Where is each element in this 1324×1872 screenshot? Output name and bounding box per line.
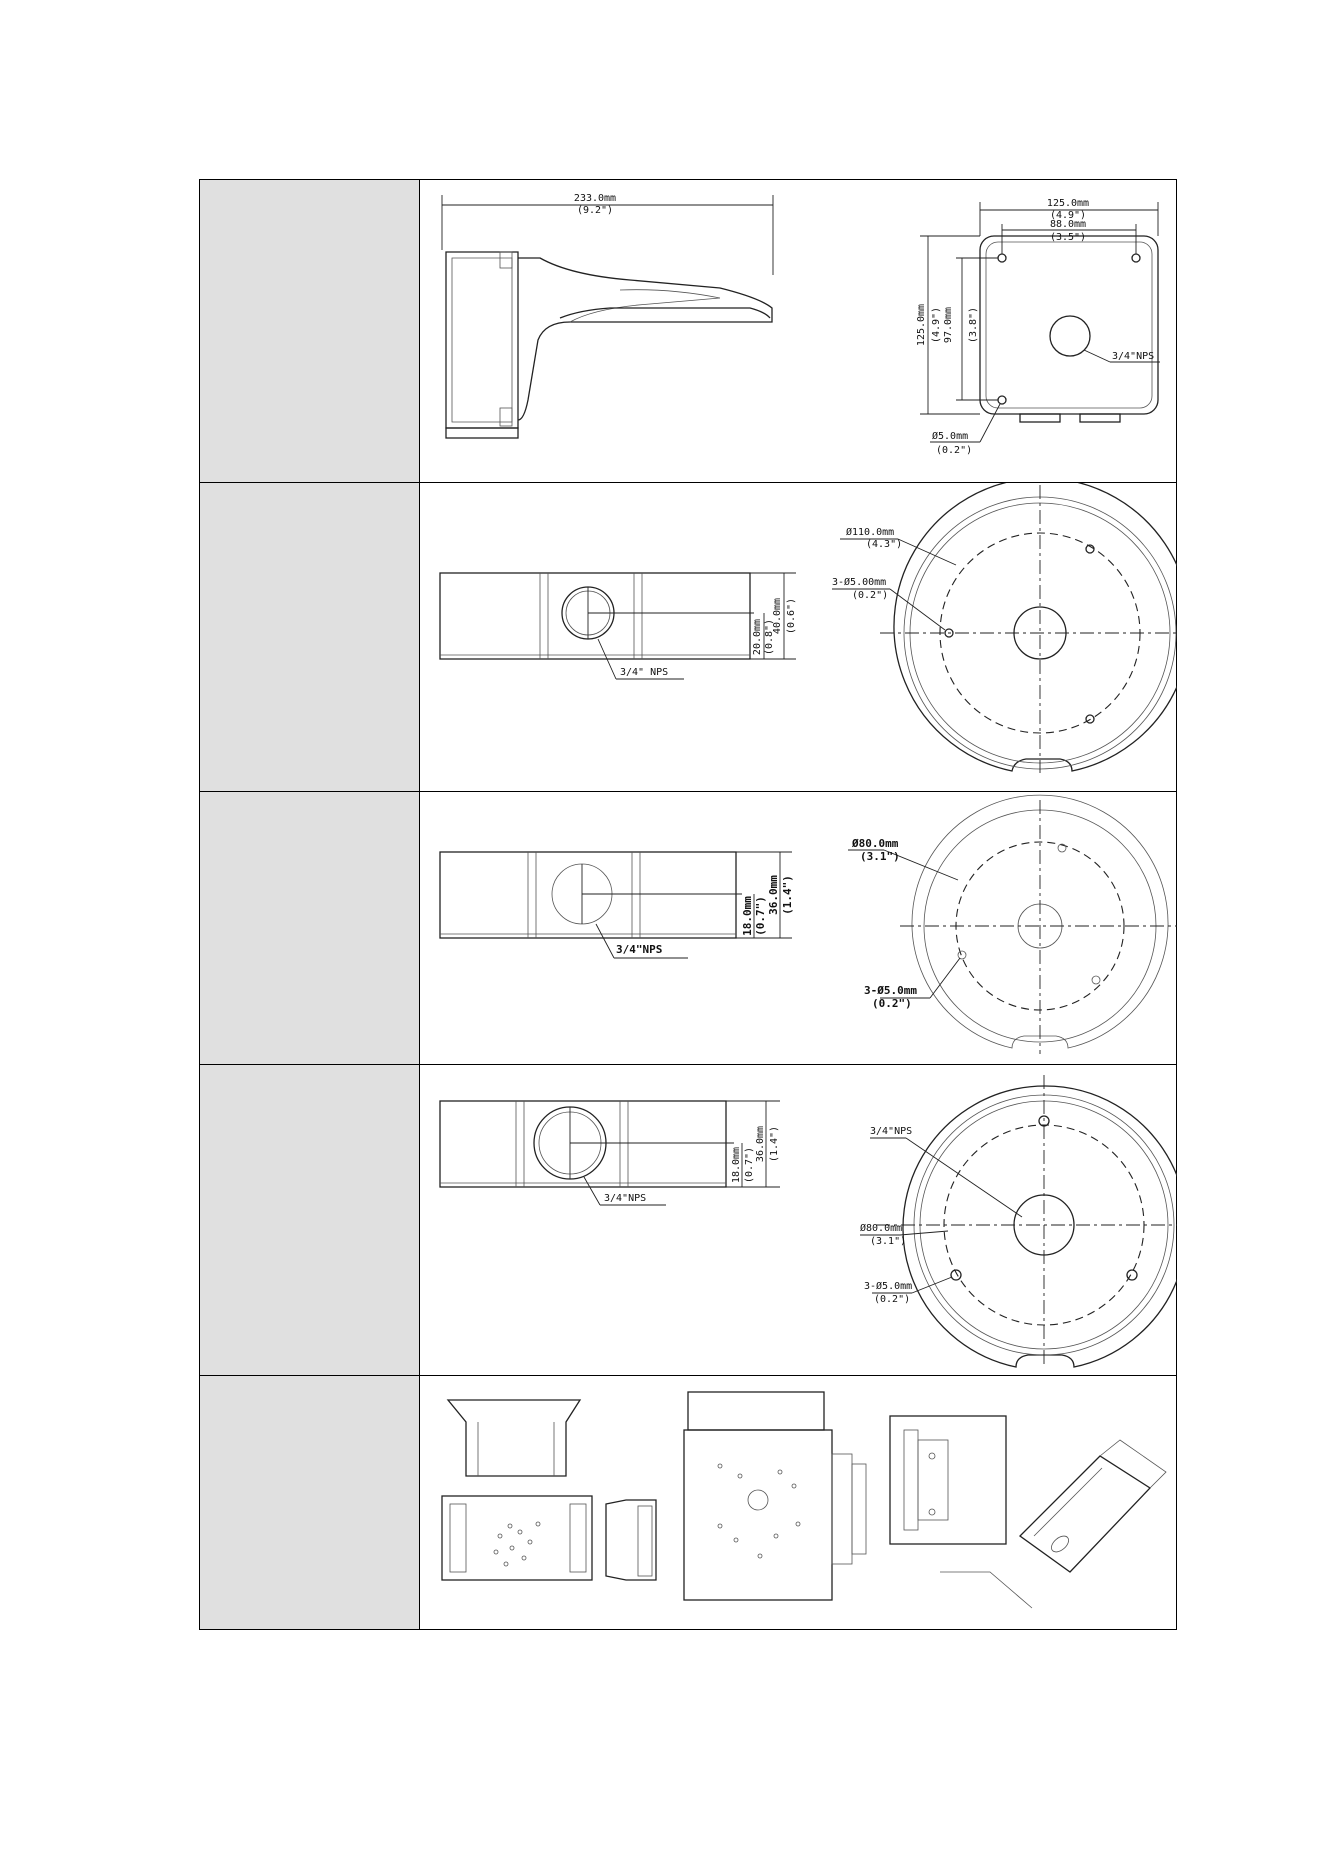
diameter-mm: Ø110.0mm xyxy=(846,527,895,538)
row-label-cell xyxy=(200,483,420,792)
height1-in: (0.7") xyxy=(744,1146,755,1184)
height2-mm: 36.0mm xyxy=(767,875,780,915)
pole-mount-drawing xyxy=(420,1376,1177,1629)
thread-callout: 3/4"NPS xyxy=(1112,351,1155,362)
height1-mm: 18.0mm xyxy=(741,896,754,936)
hole-in: (0.2") xyxy=(936,445,973,456)
junction-box-80b-drawing xyxy=(420,1065,1177,1375)
height1-in: (0.8") xyxy=(764,618,775,656)
thread-callout: 3/4"NPS xyxy=(616,943,663,956)
row-label-cell xyxy=(200,1376,420,1630)
height2-in: (3.8") xyxy=(968,306,979,344)
wall-bracket-drawing xyxy=(420,180,1177,482)
height2-mm: 36.0mm xyxy=(755,1125,766,1163)
width-in: (9.2") xyxy=(576,205,614,216)
holes-in: (0.2") xyxy=(852,590,889,601)
table-row xyxy=(200,792,1177,1065)
thread-callout: 3/4"NPS xyxy=(604,1193,647,1204)
mount-dimension-table xyxy=(199,179,1177,1630)
holes-mm: 3-Ø5.0mm xyxy=(864,1281,913,1292)
height2-in: (0.6") xyxy=(786,597,797,635)
junction-box-110-drawing xyxy=(420,483,1177,791)
height1-in: (0.7") xyxy=(754,896,767,936)
height2-in: (1.4") xyxy=(769,1125,780,1163)
drawing-cell xyxy=(420,180,1177,483)
thread-callout: 3/4" NPS xyxy=(620,667,669,678)
drawing-cell xyxy=(420,1065,1177,1376)
table-row xyxy=(200,483,1177,792)
table-row xyxy=(200,180,1177,483)
drawing-cell xyxy=(420,483,1177,792)
height2-mm: 40.0mm xyxy=(772,597,783,635)
holes-mm: 3-Ø5.00mm xyxy=(832,577,887,588)
height2-mm: 97.0mm xyxy=(943,306,954,344)
diameter-mm: Ø80.0mm xyxy=(860,1223,903,1234)
row-label-cell xyxy=(200,180,420,483)
row-label-cell xyxy=(200,1065,420,1376)
drawing-cell xyxy=(420,1376,1177,1630)
row-label-cell xyxy=(200,792,420,1065)
width-mm: 233.0mm xyxy=(573,193,617,204)
inner-width-mm: 88.0mm xyxy=(1049,219,1087,230)
outer-width-mm: 125.0mm xyxy=(1046,198,1090,209)
table-row xyxy=(200,1065,1177,1376)
height-mm: 125.0mm xyxy=(916,303,927,347)
drawing-cell xyxy=(420,792,1177,1065)
junction-box-80a-drawing xyxy=(420,792,1177,1064)
diameter-in: (3.1") xyxy=(870,1236,907,1247)
height1-mm: 18.0mm xyxy=(731,1146,742,1184)
inner-width-in: (3.5") xyxy=(1049,232,1087,243)
hole-mm: Ø5.0mm xyxy=(932,431,969,442)
height1-mm: 20.0mm xyxy=(752,618,763,656)
height2-in: (1.4") xyxy=(781,875,794,915)
thread-top-callout: 3/4"NPS xyxy=(870,1126,913,1137)
holes-in: (0.2") xyxy=(872,997,912,1010)
diameter-in: (4.3") xyxy=(866,539,903,550)
diameter-in: (3.1") xyxy=(860,850,900,863)
height-in: (4.9") xyxy=(931,306,942,344)
diameter-mm: Ø80.0mm xyxy=(852,837,899,850)
outer-width-in: (4.9") xyxy=(1049,210,1087,221)
table-row xyxy=(200,1376,1177,1630)
holes-in: (0.2") xyxy=(874,1294,911,1305)
holes-mm: 3-Ø5.0mm xyxy=(864,984,917,997)
